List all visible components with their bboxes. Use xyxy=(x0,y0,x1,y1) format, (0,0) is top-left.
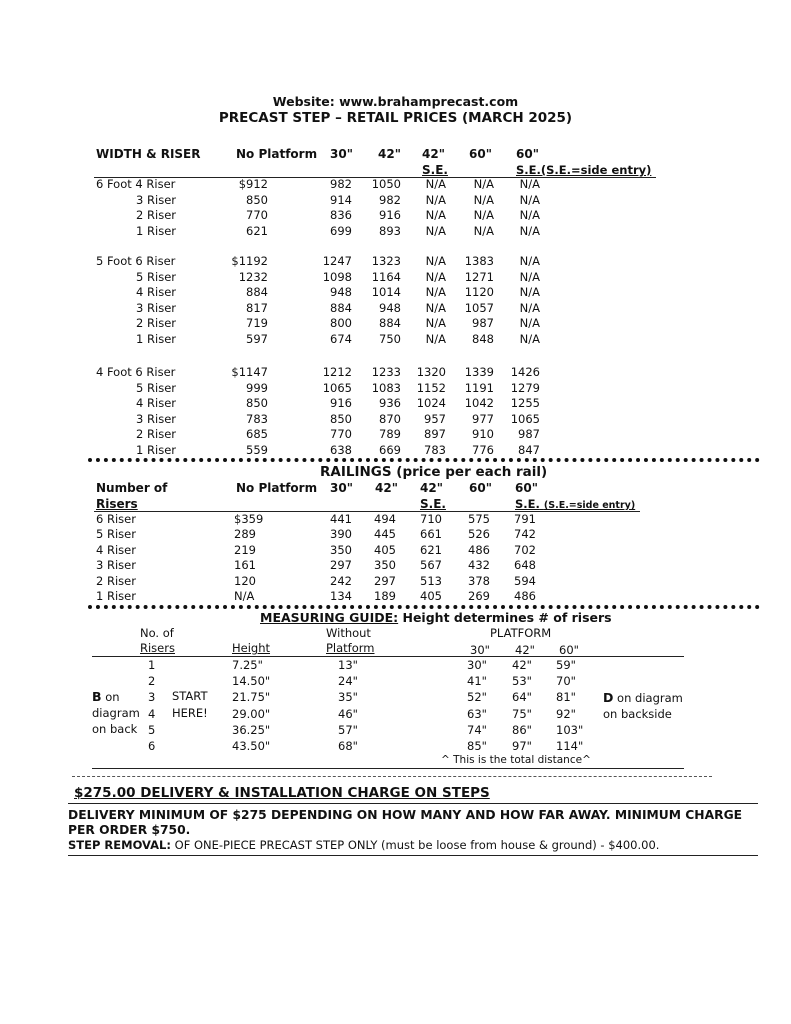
rail-row-label: 3 Riser xyxy=(96,558,136,573)
step-cell-c42: 1164 xyxy=(371,269,401,284)
step-cell-c42se: N/A xyxy=(425,316,446,331)
rail-cell-c42se: 567 xyxy=(420,558,442,573)
mg-cell-height: 36.25" xyxy=(232,722,271,737)
mg-row-risers: 3 xyxy=(148,690,156,705)
mg-cell-p42: 64" xyxy=(512,690,532,705)
step-cell-c42se: 897 xyxy=(424,427,446,442)
mg-cell-without: 13" xyxy=(338,658,358,672)
step-cell-c60: N/A xyxy=(473,177,494,191)
mg-header-rule xyxy=(92,656,684,657)
rail-cell-c42: 494 xyxy=(374,512,396,526)
step-cell-c60: 1042 xyxy=(464,396,494,411)
step-removal-label: STEP REMOVAL: xyxy=(68,838,171,852)
delivery-heading: $275.00 DELIVERY & INSTALLATION CHARGE ON STEPS xyxy=(74,785,490,801)
rail-cell-np: 289 xyxy=(234,527,256,542)
rail-col-42se-sub: S.E. xyxy=(420,497,446,511)
step-cell-c42se: N/A xyxy=(425,192,446,207)
rail-col-label-sub: Risers xyxy=(96,497,138,511)
rail-cell-c60: 526 xyxy=(468,527,490,542)
bottom-rule xyxy=(68,855,758,856)
mg-col-height: Height xyxy=(232,641,271,655)
rail-cell-np: 161 xyxy=(234,558,256,573)
step-row-label: 1 Riser xyxy=(136,443,176,457)
rail-cell-c42: 405 xyxy=(374,542,396,557)
rail-col-60se: 60" xyxy=(515,481,538,495)
step-cell-c60: 1191 xyxy=(464,380,494,395)
step-row-label: 2 Riser xyxy=(136,427,176,442)
mg-row-risers: 2 xyxy=(148,674,156,689)
note-d-line2: on backside xyxy=(603,707,672,721)
mg-cell-p42: 97" xyxy=(512,739,532,753)
step-cell-c60: 848 xyxy=(472,332,494,346)
mg-col-risers: Risers xyxy=(140,641,175,655)
rail-cell-c30: 441 xyxy=(330,512,352,526)
step-cell-c30: 836 xyxy=(330,208,352,223)
step-cell-np: 621 xyxy=(246,223,268,238)
step-cell-np: 783 xyxy=(246,411,268,426)
step-cell-c30: 1247 xyxy=(322,254,352,268)
note-b-on: on xyxy=(105,690,120,704)
rail-col-42: 42" xyxy=(375,481,398,495)
mg-cell-height: 14.50" xyxy=(232,674,271,689)
step-cell-c30: 916 xyxy=(330,396,352,411)
step-row-label: 4 Riser xyxy=(136,285,176,300)
step-cell-c60: 1120 xyxy=(464,285,494,300)
step-cell-c60se: N/A xyxy=(519,300,540,315)
mg-cell-p42: 53" xyxy=(512,674,532,689)
note-b-line1 xyxy=(92,689,120,704)
mg-col-p30: 30" xyxy=(470,643,490,657)
step-cell-c42: 884 xyxy=(379,316,401,331)
step-cell-c30: 770 xyxy=(330,427,352,442)
step-cell-np: 685 xyxy=(246,427,268,442)
website-line: Website: www.brahamprecast.com xyxy=(272,94,519,109)
note-b-letter: B xyxy=(92,689,102,704)
step-cell-c60: 1271 xyxy=(464,269,494,284)
step-cell-c60: 987 xyxy=(472,316,494,331)
step-row-label: 1 Riser xyxy=(136,223,176,238)
mg-cell-height: 21.75" xyxy=(232,690,271,705)
rail-cell-np: 120 xyxy=(234,573,256,588)
mg-cell-p60: 92" xyxy=(556,706,576,721)
rail-cell-c60se: 702 xyxy=(514,542,536,557)
step-row-label: 4 Riser xyxy=(136,396,176,411)
step-cell-np: 999 xyxy=(246,380,268,395)
rail-cell-c42se: 405 xyxy=(420,589,442,603)
step-cell-np: $1192 xyxy=(231,254,268,268)
step-cell-c42: 750 xyxy=(379,332,401,346)
col-width-riser: WIDTH & RISER xyxy=(96,147,201,161)
col-42se-sub: S.E. xyxy=(422,163,448,177)
rail-row-label: 6 Riser xyxy=(96,512,136,526)
rail-cell-c60: 378 xyxy=(468,573,490,588)
step-removal-text: OF ONE-PIECE PRECAST STEP ONLY (must be loose from house & ground) - $400.00. xyxy=(170,838,660,852)
step-cell-np: 817 xyxy=(246,300,268,315)
step-cell-c30: 914 xyxy=(330,192,352,207)
step-row-label: 2 Riser xyxy=(136,208,176,223)
step-cell-np: 597 xyxy=(246,332,268,346)
rail-cell-np: $359 xyxy=(234,512,264,526)
rail-row-label: 2 Riser xyxy=(96,573,136,588)
step-cell-c30: 948 xyxy=(330,285,352,300)
rail-cell-c60se: 791 xyxy=(514,512,536,526)
step-cell-c60: 1057 xyxy=(464,300,494,315)
step-cell-c42se: N/A xyxy=(425,300,446,315)
rail-cell-c60: 486 xyxy=(468,542,490,557)
delivery-rule xyxy=(68,803,758,804)
step-cell-c42se: N/A xyxy=(425,208,446,223)
step-row-label: 6 Foot 4 Riser xyxy=(96,177,176,191)
col-60se: 60" xyxy=(516,147,539,161)
dashed-divider xyxy=(72,776,712,777)
measuring-title-main: MEASURING GUIDE: xyxy=(260,610,399,625)
rail-cell-c60se: 742 xyxy=(514,527,536,542)
step-cell-np: 850 xyxy=(246,192,268,207)
step-cell-c42se: 1320 xyxy=(416,365,446,379)
step-row-label: 5 Riser xyxy=(136,380,176,395)
step-cell-c42se: N/A xyxy=(425,332,446,346)
rail-col-label: Number of xyxy=(96,481,168,495)
mg-cell-p42: 42" xyxy=(512,658,532,672)
step-cell-c60se: 847 xyxy=(518,443,540,457)
rail-cell-c30: 390 xyxy=(330,527,352,542)
note-d-letter: D xyxy=(603,690,614,705)
step-cell-c30: 850 xyxy=(330,411,352,426)
mg-cell-p42: 75" xyxy=(512,706,532,721)
delivery-line2: PER ORDER $750. xyxy=(68,823,191,837)
measuring-title-sub: Height determines # of risers xyxy=(398,610,612,625)
step-cell-c60se: 1255 xyxy=(510,396,540,411)
rail-cell-c42: 350 xyxy=(374,558,396,573)
step-cell-c42: 1233 xyxy=(371,365,401,379)
step-removal xyxy=(68,838,659,852)
rail-cell-c42: 297 xyxy=(374,573,396,588)
step-cell-np: 1232 xyxy=(238,269,268,284)
step-cell-c42se: 957 xyxy=(424,411,446,426)
total-distance-note: ^ This is the total distance^ xyxy=(441,754,591,766)
mg-col-p60: 60" xyxy=(559,643,579,657)
mg-cell-p60: 70" xyxy=(556,674,576,689)
step-cell-c42: 789 xyxy=(379,427,401,442)
step-cell-np: 770 xyxy=(246,208,268,223)
rail-cell-c60se: 648 xyxy=(514,558,536,573)
rail-col-60: 60" xyxy=(469,481,492,495)
mg-col-without: Without xyxy=(326,626,371,640)
step-cell-c60se: 987 xyxy=(518,427,540,442)
step-cell-c30: 1065 xyxy=(322,380,352,395)
mg-cell-p30: 85" xyxy=(467,739,487,753)
step-cell-c30: 699 xyxy=(330,223,352,238)
step-cell-c42se: 1152 xyxy=(416,380,446,395)
mg-row-risers: 4 xyxy=(148,706,156,721)
note-b-line3: on back xyxy=(92,722,138,736)
col-42se: 42" xyxy=(422,147,445,161)
col-42: 42" xyxy=(378,147,401,161)
mg-cell-height: 7.25" xyxy=(232,658,263,672)
step-cell-c30: 982 xyxy=(330,177,352,191)
step-cell-c60se: N/A xyxy=(519,254,540,268)
mg-row-risers: 1 xyxy=(148,658,156,672)
step-cell-c60se: 1426 xyxy=(510,365,540,379)
step-cell-np: 884 xyxy=(246,285,268,300)
step-cell-c60se: N/A xyxy=(519,223,540,238)
mg-cell-height: 29.00" xyxy=(232,706,271,721)
rail-row-label: 4 Riser xyxy=(96,542,136,557)
step-cell-c30: 674 xyxy=(330,332,352,346)
rail-cell-c42se: 621 xyxy=(420,542,442,557)
rail-row-label: 1 Riser xyxy=(96,589,136,603)
step-cell-c60: 910 xyxy=(472,427,494,442)
mg-cell-height: 43.50" xyxy=(232,739,271,753)
mg-cell-p30: 41" xyxy=(467,674,487,689)
rail-cell-c30: 134 xyxy=(330,589,352,603)
step-row-label: 5 Riser xyxy=(136,269,176,284)
step-row-label: 2 Riser xyxy=(136,316,176,331)
step-cell-c60se: 1279 xyxy=(510,380,540,395)
rail-cell-c30: 297 xyxy=(330,558,352,573)
step-cell-c60: 977 xyxy=(472,411,494,426)
step-cell-c60: N/A xyxy=(473,223,494,238)
rail-cell-c60se: 486 xyxy=(514,589,536,603)
step-cell-c42: 982 xyxy=(379,192,401,207)
rail-col-60se-se: S.E. xyxy=(515,497,540,511)
page-title: PRECAST STEP – RETAIL PRICES (MARCH 2025) xyxy=(218,110,573,126)
rail-col-60se-sub xyxy=(515,497,635,511)
rail-col-30: 30" xyxy=(330,481,353,495)
step-cell-c60: 1339 xyxy=(464,365,494,379)
step-cell-np: $1147 xyxy=(231,365,268,379)
note-d-line1 xyxy=(603,690,683,705)
step-cell-c60se: N/A xyxy=(519,269,540,284)
step-cell-c42se: N/A xyxy=(425,223,446,238)
step-cell-c42: 1083 xyxy=(371,380,401,395)
step-cell-c42: 948 xyxy=(379,300,401,315)
note-d-text: on diagram xyxy=(613,691,683,705)
step-cell-c42se: 1024 xyxy=(416,396,446,411)
step-cell-c42se: N/A xyxy=(425,285,446,300)
mg-cell-p60: 81" xyxy=(556,690,576,705)
step-cell-c60: N/A xyxy=(473,208,494,223)
note-here: HERE! xyxy=(172,706,208,720)
mg-cell-p60: 59" xyxy=(556,658,576,672)
rail-cell-c30: 242 xyxy=(330,573,352,588)
rail-col-60se-note: (S.E.=side entry) xyxy=(543,500,636,511)
rail-cell-c60se: 594 xyxy=(514,573,536,588)
mg-cell-without: 24" xyxy=(338,674,358,689)
mg-cell-without: 57" xyxy=(338,722,358,737)
delivery-line1: DELIVERY MINIMUM OF $275 DEPENDING ON HOW MANY AND HOW FAR AWAY. MINIMUM CHARGE xyxy=(68,808,743,822)
step-cell-c60: N/A xyxy=(473,192,494,207)
dotted-divider xyxy=(88,605,760,609)
col-60se-sub: S.E.(S.E.=side entry) xyxy=(516,163,652,177)
step-cell-c30: 884 xyxy=(330,300,352,315)
rail-cell-np: N/A xyxy=(234,589,255,603)
rail-cell-c42se: 710 xyxy=(420,512,442,526)
mg-cell-without: 68" xyxy=(338,739,358,753)
step-cell-c42: 669 xyxy=(379,443,401,457)
step-cell-c30: 638 xyxy=(330,443,352,457)
rail-col-42se: 42" xyxy=(420,481,443,495)
step-cell-c60se: 1065 xyxy=(510,411,540,426)
rail-cell-c60: 432 xyxy=(468,558,490,573)
step-cell-c60: 1383 xyxy=(464,254,494,268)
note-b-line2: diagram xyxy=(92,706,140,720)
step-row-label: 3 Riser xyxy=(136,411,176,426)
step-cell-c42: 893 xyxy=(379,223,401,238)
rail-cell-c42se: 661 xyxy=(420,527,442,542)
mg-row-risers: 5 xyxy=(148,722,156,737)
step-cell-c60se: N/A xyxy=(519,192,540,207)
step-cell-np: 559 xyxy=(246,443,268,457)
rail-cell-c30: 350 xyxy=(330,542,352,557)
mg-cell-p30: 74" xyxy=(467,722,487,737)
step-row-label: 3 Riser xyxy=(136,192,176,207)
mg-cell-p42: 86" xyxy=(512,722,532,737)
mg-col-platform-group: PLATFORM xyxy=(490,626,552,640)
mg-cell-p30: 63" xyxy=(467,706,487,721)
step-cell-c42: 1323 xyxy=(371,254,401,268)
measuring-title xyxy=(260,610,612,625)
rail-cell-c60: 269 xyxy=(468,589,490,603)
step-cell-c42se: N/A xyxy=(425,254,446,268)
mg-row-risers: 6 xyxy=(148,739,156,753)
rail-cell-c42se: 513 xyxy=(420,573,442,588)
dotted-divider xyxy=(88,458,760,462)
step-cell-c60se: N/A xyxy=(519,208,540,223)
step-cell-c30: 1212 xyxy=(322,365,352,379)
step-cell-np: 719 xyxy=(246,316,268,331)
step-cell-c42: 916 xyxy=(379,208,401,223)
step-cell-c42se: N/A xyxy=(425,269,446,284)
mg-cell-p30: 52" xyxy=(467,690,487,705)
step-cell-c30: 1098 xyxy=(322,269,352,284)
rail-col-no-platform: No Platform xyxy=(236,481,318,495)
step-row-label: 4 Foot 6 Riser xyxy=(96,365,176,379)
col-no-platform: No Platform xyxy=(236,147,318,161)
step-cell-c60se: N/A xyxy=(519,177,540,191)
mg-cell-without: 46" xyxy=(338,706,358,721)
mg-cell-p30: 30" xyxy=(467,658,487,672)
step-row-label: 1 Riser xyxy=(136,332,176,346)
step-cell-np: $912 xyxy=(238,177,268,191)
step-cell-c30: 800 xyxy=(330,316,352,331)
step-cell-c42se: 783 xyxy=(424,443,446,457)
mg-col-p42: 42" xyxy=(515,643,535,657)
col-60: 60" xyxy=(469,147,492,161)
mg-footer-rule xyxy=(92,768,684,769)
rail-cell-c60: 575 xyxy=(468,512,490,526)
mg-cell-p60: 114" xyxy=(556,739,584,753)
step-row-label: 5 Foot 6 Riser xyxy=(96,254,176,268)
mg-col-noof: No. of xyxy=(140,626,174,640)
mg-col-platform: Platform xyxy=(326,641,375,655)
note-start: START xyxy=(172,689,208,703)
rail-cell-np: 219 xyxy=(234,542,256,557)
col-30: 30" xyxy=(330,147,353,161)
step-cell-c42: 1050 xyxy=(371,177,401,191)
step-cell-c60: 776 xyxy=(472,443,494,457)
step-cell-c60se: N/A xyxy=(519,332,540,346)
mg-cell-without: 35" xyxy=(338,690,358,705)
step-cell-c42: 936 xyxy=(379,396,401,411)
step-row-label: 3 Riser xyxy=(136,300,176,315)
rail-cell-c42: 445 xyxy=(374,527,396,542)
step-cell-c42: 870 xyxy=(379,411,401,426)
rail-row-label: 5 Riser xyxy=(96,527,136,542)
step-cell-c42se: N/A xyxy=(425,177,446,191)
step-cell-c60se: N/A xyxy=(519,316,540,331)
step-cell-c60se: N/A xyxy=(519,285,540,300)
step-cell-c42: 1014 xyxy=(371,285,401,300)
railings-title: RAILINGS (price per each rail) xyxy=(320,464,548,480)
step-cell-np: 850 xyxy=(246,396,268,411)
rail-cell-c42: 189 xyxy=(374,589,396,603)
rail-header-rule xyxy=(94,511,640,512)
mg-cell-p60: 103" xyxy=(556,722,584,737)
